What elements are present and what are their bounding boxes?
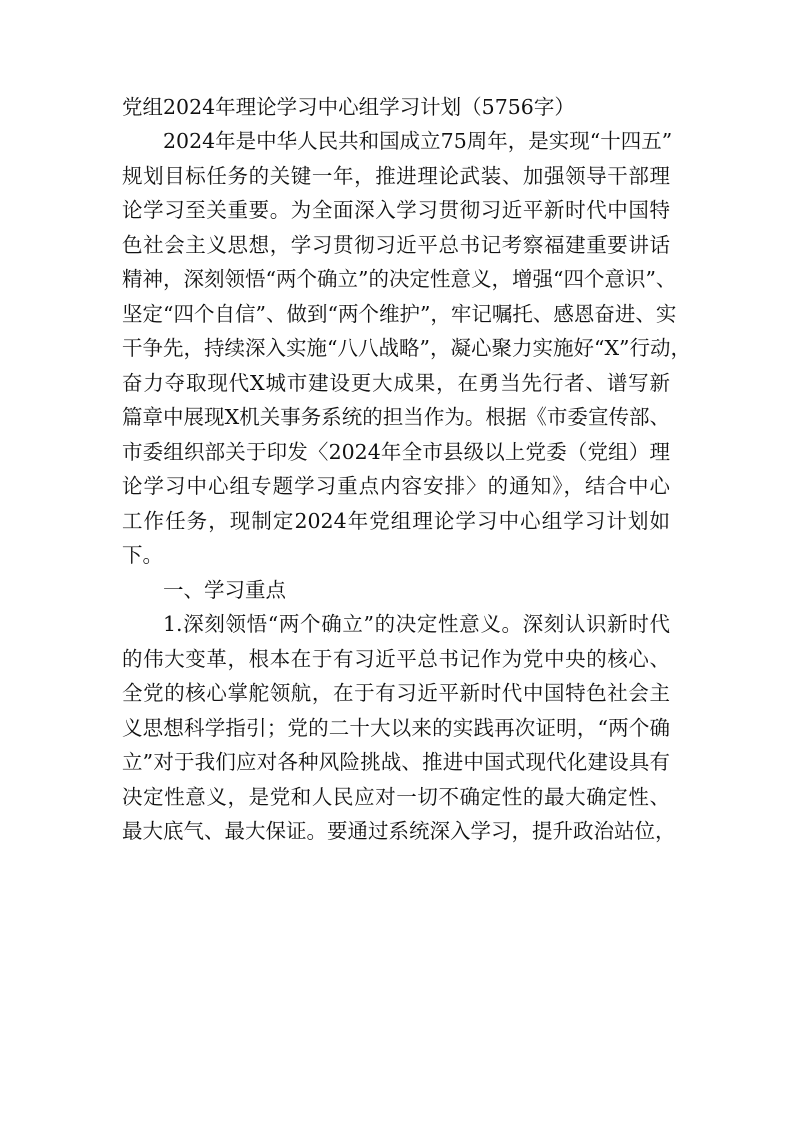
paragraph-line: 下。 bbox=[122, 543, 163, 567]
paragraph-line: 的伟大变革，根本在于有习近平总书记作为党中央的核心、 bbox=[122, 646, 670, 671]
paragraph-line: 市委组织部关于印发〈2024年全市县级以上党委（党组）理 bbox=[122, 439, 670, 464]
document-page bbox=[122, 90, 692, 849]
paragraph-line: 色社会主义思想，学习贯彻习近平总书记考察福建重要讲话 bbox=[122, 232, 670, 257]
paragraph-line: 义思想科学指引；党的二十大以来的实践再次证明，“两个确 bbox=[122, 715, 670, 740]
paragraph-line: 1.深刻领悟“两个确立”的决定性意义。深刻认识新时代 bbox=[163, 612, 670, 636]
item1-paragraph bbox=[122, 607, 676, 849]
paragraph-line: 坚定“四个自信”、做到“两个维护”，牢记嘱托、感恩奋进、实 bbox=[122, 301, 677, 326]
paragraph-line: 决定性意义，是党和人民应对一切不确定性的最大确定性、 bbox=[122, 784, 670, 809]
paragraph-line: 2024年是中华人民共和国成立75周年，是实现“十四五” bbox=[163, 129, 673, 153]
paragraph-line: 奋力夺取现代X城市建设更大成果，在勇当先行者、谱写新 bbox=[122, 370, 670, 395]
paragraph-line: 干争先，持续深入实施“八八战略”，凝心聚力实施好“X”行动， bbox=[122, 336, 692, 360]
intro-paragraph bbox=[122, 124, 692, 573]
document-title: 党组2024年理论学习中心组学习计划（5756字） bbox=[122, 95, 575, 119]
paragraph-line: 立”对于我们应对各种风险挑战、推进中国式现代化建设具有 bbox=[122, 750, 670, 774]
paragraph-line: 精神，深刻领悟“两个确立”的决定性意义，增强“四个意识”、 bbox=[122, 267, 677, 291]
paragraph-line: 全党的核心掌舵领航，在于有习近平新时代中国特色社会主 bbox=[122, 681, 670, 705]
paragraph-line: 工作任务，现制定2024年党组理论学习中心组学习计划如 bbox=[122, 508, 670, 533]
paragraph-line: 论学习至关重要。为全面深入学习贯彻习近平新时代中国特 bbox=[122, 198, 670, 222]
paragraph-line: 篇章中展现X机关事务系统的担当作为。根据《市委宣传部、 bbox=[122, 405, 670, 429]
paragraph-line: 规划目标任务的关键一年，推进理论武装、加强领导干部理 bbox=[122, 163, 670, 188]
paragraph-line: 论学习中心组专题学习重点内容安排〉的通知》，结合中心 bbox=[122, 474, 670, 498]
section-heading: 一、学习重点 bbox=[163, 577, 286, 602]
paragraph-line: 最大底气、最大保证。要通过系统深入学习，提升政治站位， bbox=[122, 819, 676, 843]
